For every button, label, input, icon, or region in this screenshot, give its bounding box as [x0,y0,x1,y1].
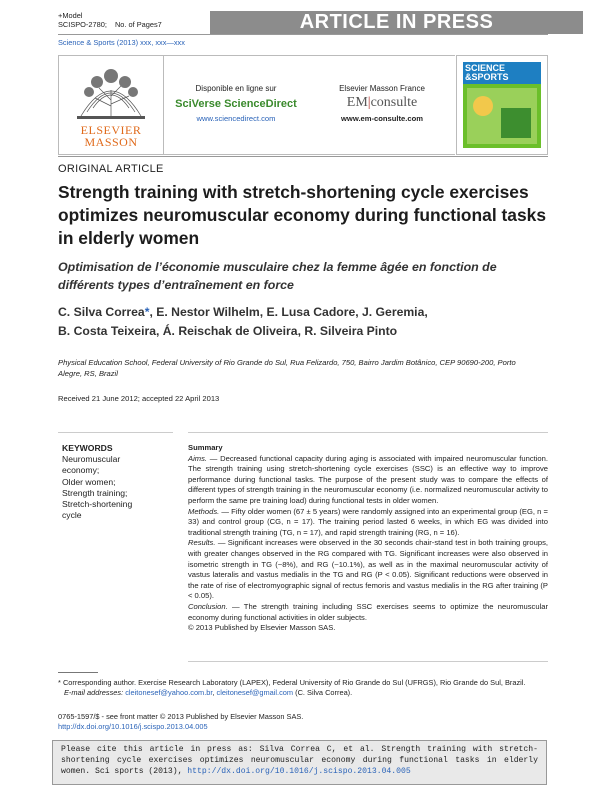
keyword-item: Older women; [62,476,116,487]
methods-text: — Fifty older women (67 ± 5 years) were randomly assigned into an experimental group (EG, n = 33) and control group (CG, n = 17). The training period lasted 6 weeks, in which EG was divided into traditional strength training (TG, n = 17), and rapid strength training (RG, n = 16). [188,506,548,537]
authors-line-2: B. Costa Teixeira, Á. Reischak de Oliveira, R. Silveira Pinto [58,324,398,338]
page-count: No. of Pages7 [114,20,162,29]
email-suffix: (C. Silva Correa). [293,687,353,697]
article-in-press-banner: ARTICLE IN PRESS [210,11,583,34]
email-link-2[interactable]: cleitonesef@gmail.com [216,687,294,697]
abstract-rule-bottom [188,661,548,662]
citation-doi-link[interactable]: http://dx.doi.org/10.1016/j.scispo.2013.04.005 [187,767,411,776]
cover-title-2: &SPORTS [465,72,509,82]
model-label: +Model [58,11,83,20]
email-separator: , [212,687,217,697]
aims-text: — Decreased functional capacity during aging is associated with impaired neuromuscular function. The strength training using stretch-shortening cycle exercises (SSC) is an effective way to improve performance during functional tasks. The purpose of the present study was to compare the effects of different types of strength training in the neuromuscular economy (i.e. normalized neuromuscular activity to perform the same pre training load) during functional tests in older women. [188,453,548,505]
article-id-text: SCISPO-2780; [58,20,107,29]
article-title: Strength training with stretch-shortening cycle exercises optimizes neuromuscular economy during functional tasks in elderly women [58,182,546,248]
publisher-rule [58,156,548,157]
journal-cover-image [463,62,541,148]
available-online-text: Disponible en ligne sur [195,84,277,93]
aims-label: Aims. [188,453,207,463]
em-consulte-logo[interactable]: EM|consulte [346,95,418,110]
elsevier-logo-box [58,55,164,155]
keyword-item: Neuromuscular [62,454,121,465]
sciencedirect-url[interactable]: www.sciencedirect.com [196,114,276,123]
conclusion-text: — The strength training including SSC exercises seems to optimize the neuromuscular economy during functional activities in older subjects. [188,601,548,622]
corresponding-author-note [58,678,548,688]
front-matter [58,712,548,732]
affiliation: Physical Education School, Federal University of Rio Grande do Sul, Rua Felizardo, 750, Bairro Jardim Botânico, CEP 90690-200, Porto Alegre, RS, Brazil [58,358,516,378]
footnotes [58,678,548,698]
keyword-item: economy; [62,465,100,476]
email-line [58,688,548,698]
abstract-results [188,538,548,602]
authors [58,303,548,341]
availability-box [163,55,455,155]
authors-line-1 [58,303,548,322]
corresponding-text: Corresponding author. Exercise Research Laboratory (LAPEX), Federal University of Rio Grande do Sul (UFRGS), Rio Grande do Sul, Brazil. [62,678,526,687]
author-corresponding[interactable]: C. Silva Correa [58,305,145,319]
em-consulte-url[interactable]: www.em-consulte.com [341,114,423,123]
keyword-item: Stretch-shortening [62,499,133,510]
elsevier-logo-text-2: MASSON [84,135,138,149]
abstract-copyright: © 2013 Published by Elsevier Masson SAS. [188,623,336,633]
abstract-rule-top [188,432,548,433]
citation-text: Please cite this article in press as: Silva Correa C, et al. Strength training with stretch-shortening cycle exercises optimizes neuromuscular economy during functional tasks in elderly women. Sci sports (2013), [61,745,538,776]
journal-line[interactable]: Science & Sports (2013) xxx, xxx—xxx [58,38,185,47]
elsevier-logo-text-1: ELSEVIER [80,123,142,137]
header-rule [58,34,548,35]
elsevier-tree-icon [59,56,163,126]
journal-cover-box [456,55,548,155]
doi-link[interactable]: http://dx.doi.org/10.1016/j.scispo.2013.04.005 [58,721,208,731]
results-label: Results. [188,538,216,548]
keyword-item: Strength training; [62,487,128,498]
summary-heading: Summary [188,443,223,452]
issn-line: 0765-1597/$ - see front matter © 2013 Published by Elsevier Masson SAS. [58,712,304,721]
footnote-star: * [58,678,61,687]
citation-box [52,740,547,785]
received-dates: Received 21 June 2012; accepted 22 April 2013 [58,394,220,403]
elsevier-masson-text: Elsevier Masson France [339,84,425,93]
keyword-item: cycle [62,510,82,521]
corresponding-star-link[interactable]: * [144,305,150,319]
em-logo-rest: consulte [370,95,418,110]
email-label: E-mail addresses: [64,687,124,697]
keywords-rule [58,432,173,433]
conclusion-label: Conclusion. [188,601,228,611]
article-id [58,20,162,29]
abstract [188,443,548,634]
keywords-heading: KEYWORDS [62,443,113,453]
article-title-fr: Optimisation de l’économie musculaire chez la femme âgée en fonction de différents types d’entraînement en force [58,260,497,292]
email-link-1[interactable]: cleitonesef@yahoo.com.br [125,687,213,697]
sciverse-logo[interactable]: SciVerse ScienceDirect [175,98,297,110]
em-logo-em: EM [346,95,368,110]
keywords-block [62,443,172,521]
footnote-rule [58,672,98,673]
article-type: ORIGINAL ARTICLE [58,163,164,175]
methods-label: Methods. [188,506,220,516]
authors-line-1-rest: , E. Nestor Wilhelm, E. Lusa Cadore, J. Geremia, [149,305,428,319]
results-text: — Significant increases were observed in the 30 seconds chair-stand test in both training groups, with greater changes observed in the RG compared with TG. Significant increases were also observed in isometric strength in TG (~8%), and RG (~10.1%), as well as in the maximal neuromuscular activity of vastus lateralis and vastus medialis in the TG and RG (P < 0.05). Significant reductions were observed in the rate of rise of electromyographic signal of rectus femoris and vastus medialis in the RG after training (P < 0.05). [188,538,548,601]
cover-title-1: SCIENCE [465,63,506,73]
abstract-aims [188,454,548,507]
abstract-conclusion [188,602,548,623]
abstract-methods [188,507,548,539]
